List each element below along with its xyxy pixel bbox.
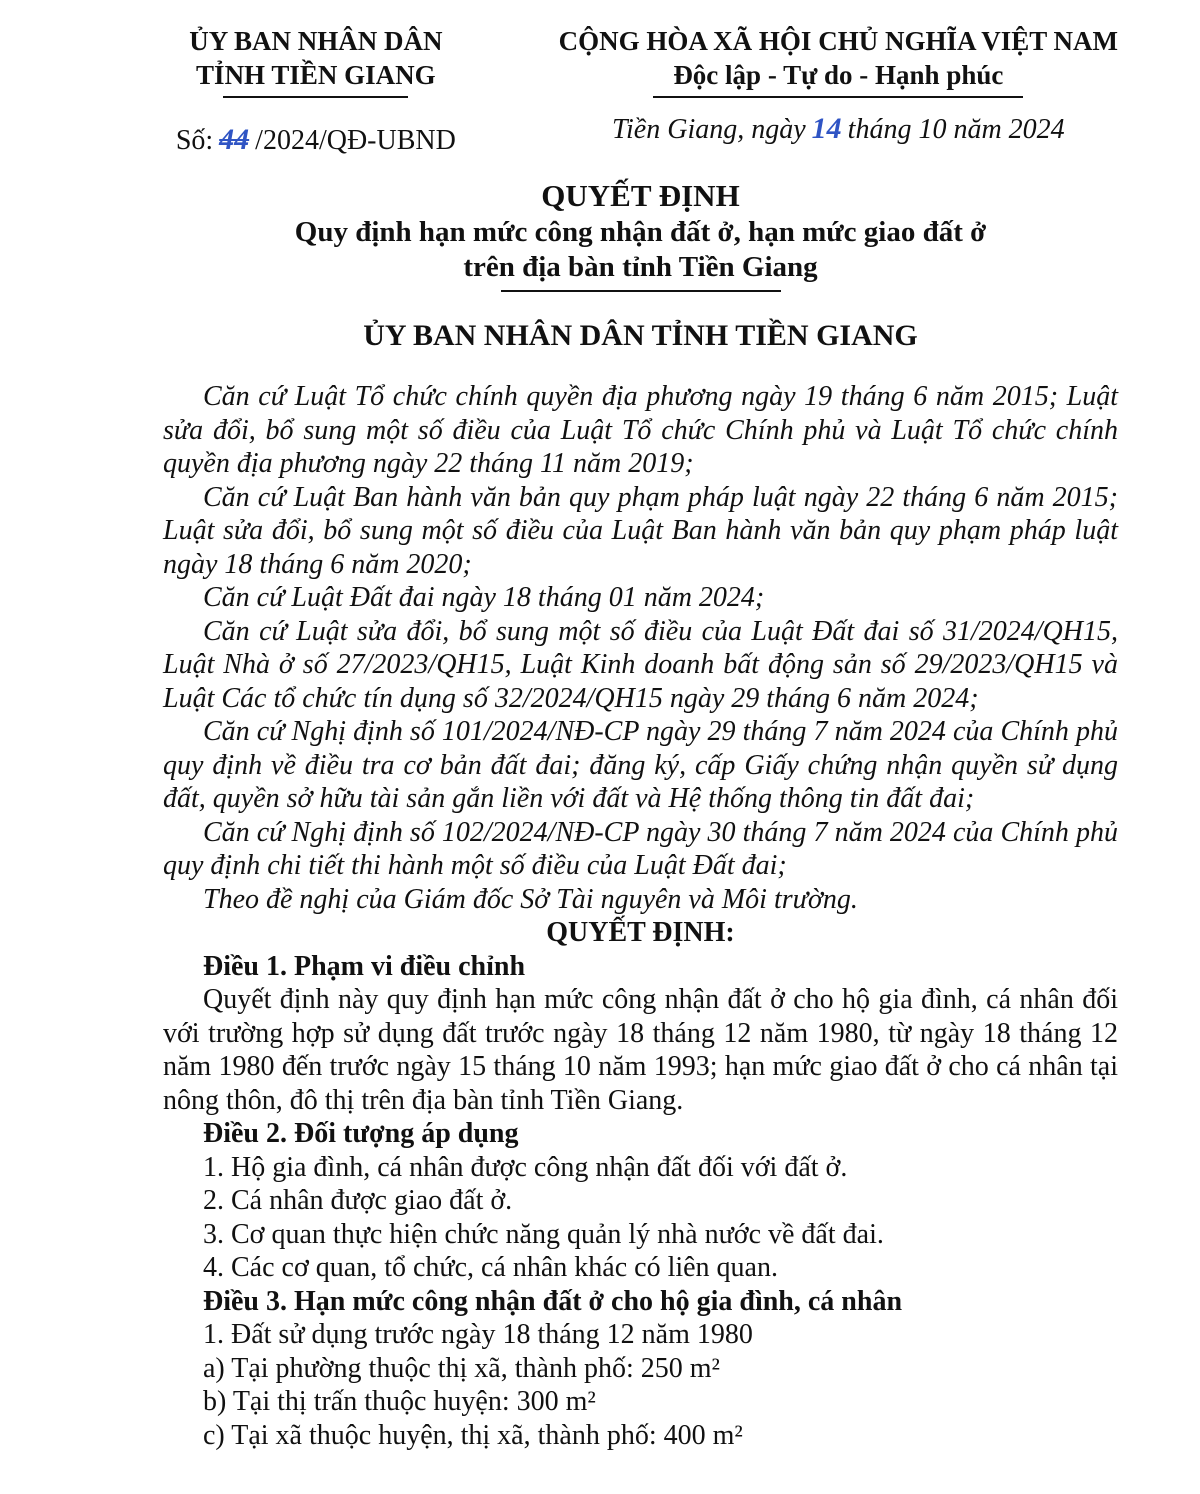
place-date-prefix: Tiền Giang, ngày bbox=[612, 114, 806, 145]
motto-underline bbox=[653, 96, 1023, 98]
preamble-paragraph: Căn cứ Luật sửa đổi, bổ sung một số điều của Luật Đất đai số 31/2024/QH15, Luật Nhà ở số 27/2023/QH15, Luật Kinh doanh bất động sản số 29/2023/QH15 và Luật Các tổ chức tín dụng số 32/2024/QH15 ngày 29 tháng 6 năm 2024; bbox=[163, 615, 1118, 714]
date-day-handwritten: 14 bbox=[811, 112, 842, 145]
agency-underline bbox=[223, 96, 408, 98]
subject-underline bbox=[501, 290, 781, 292]
article-body-paragraph: Quyết định này quy định hạn mức công nhận đất ở cho hộ gia đình, cá nhân đối với trường hợp sử dụng đất trước ngày 18 tháng 12 năm 1980, từ ngày 18 tháng 12 năm 1980 đến trước ngày 15 tháng 10 năm 1993; hạn mức giao đất ở cho cá nhân tại nông thôn, đô thị trên địa bàn tỉnh Tiền Giang. bbox=[163, 984, 1118, 1116]
national-motto-line: Độc lập - Tự do - Hạnh phúc bbox=[673, 60, 1004, 90]
article-item: 1. Hộ gia đình, cá nhân được công nhận đất đối với đất ở. bbox=[203, 1151, 848, 1183]
article-2 bbox=[163, 1117, 1118, 1285]
document-subject-line2: trên địa bàn tỉnh Tiền Giang bbox=[463, 251, 818, 283]
document-body bbox=[163, 380, 1118, 1452]
preamble-section bbox=[163, 380, 1118, 916]
document-number-suffix: /2024/QĐ-UBND bbox=[255, 125, 456, 156]
preamble-paragraph: Căn cứ Nghị định số 102/2024/NĐ-CP ngày 30 tháng 7 năm 2024 của Chính phủ quy định chi tiết thi hành một số điều của Luật Đất đai; bbox=[163, 816, 1118, 881]
article-item: 3. Cơ quan thực hiện chức năng quản lý nhà nước về đất đai. bbox=[203, 1218, 884, 1250]
article-item: c) Tại xã thuộc huyện, thị xã, thành phố: 400 m² bbox=[203, 1419, 743, 1451]
article-3 bbox=[163, 1285, 1118, 1453]
preamble-paragraph: Căn cứ Nghị định số 101/2024/NĐ-CP ngày 29 tháng 7 năm 2024 của Chính phủ quy định về điều tra cơ bản đất đai; đăng ký, cấp Giấy chứng nhận quyền sử dụng đất, quyền sở hữu tài sản gắn liền với đất và Hệ thống thông tin đất đai; bbox=[163, 716, 1118, 814]
article-item: 2. Cá nhân được giao đất ở. bbox=[203, 1185, 513, 1216]
document-type-title: QUYẾT ĐỊNH bbox=[541, 178, 740, 213]
preamble-paragraph: Căn cứ Luật Ban hành văn bản quy phạm pháp luật ngày 22 tháng 6 năm 2015; Luật sửa đổi, bổ sung một số điều của Luật Ban hành văn bản quy phạm pháp luật ngày 18 tháng 6 năm 2020; bbox=[163, 481, 1118, 580]
document-number-label: Số: bbox=[175, 125, 214, 156]
national-header-block bbox=[469, 24, 1118, 157]
place-date-line bbox=[559, 112, 1118, 146]
document-header bbox=[163, 24, 1118, 157]
article-1 bbox=[163, 950, 1118, 1118]
article-heading: Điều 1. Phạm vi điều chỉnh bbox=[203, 950, 526, 982]
article-item: b) Tại thị trấn thuộc huyện: 300 m² bbox=[203, 1386, 596, 1417]
preamble-paragraph: Căn cứ Luật Tổ chức chính quyền địa phương ngày 19 tháng 6 năm 2015; Luật sửa đổi, bổ sung một số điều của Luật Tổ chức Chính phủ và Luật Tổ chức chính quyền địa phương ngày 22 tháng 11 năm 2019; bbox=[163, 381, 1118, 479]
document-number-handwritten: 44 bbox=[219, 123, 250, 156]
article-item: 4. Các cơ quan, tổ chức, cá nhân khác có liên quan. bbox=[203, 1252, 778, 1283]
place-date-suffix: tháng 10 năm 2024 bbox=[847, 114, 1065, 145]
document-number bbox=[163, 123, 469, 157]
article-item: a) Tại phường thuộc thị xã, thành phố: 250 m² bbox=[203, 1352, 720, 1384]
issuer-title: ỦY BAN NHÂN DÂN TỈNH TIỀN GIANG bbox=[363, 319, 918, 352]
title-block bbox=[163, 177, 1118, 353]
article-item: 1. Đất sử dụng trước ngày 18 tháng 12 năm 1980 bbox=[203, 1319, 753, 1350]
decision-heading: QUYẾT ĐỊNH: bbox=[546, 917, 735, 948]
issuing-agency-block bbox=[163, 24, 469, 157]
article-heading: Điều 3. Hạn mức công nhận đất ở cho hộ gia đình, cá nhân bbox=[203, 1285, 903, 1317]
document-subject-line1: Quy định hạn mức công nhận đất ở, hạn mức giao đất ở bbox=[294, 216, 987, 248]
issuing-agency-line1: ỦY BAN NHÂN DÂN bbox=[189, 26, 443, 56]
preamble-paragraph: Theo đề nghị của Giám đốc Sở Tài nguyên và Môi trường. bbox=[203, 883, 858, 915]
national-name-line: CỘNG HÒA XÃ HỘI CHỦ NGHĨA VIỆT NAM bbox=[558, 26, 1118, 56]
article-heading: Điều 2. Đối tượng áp dụng bbox=[203, 1118, 519, 1149]
preamble-paragraph: Căn cứ Luật Đất đai ngày 18 tháng 01 năm 2024; bbox=[203, 582, 765, 613]
issuing-agency-line2: TỈNH TIỀN GIANG bbox=[196, 60, 436, 90]
